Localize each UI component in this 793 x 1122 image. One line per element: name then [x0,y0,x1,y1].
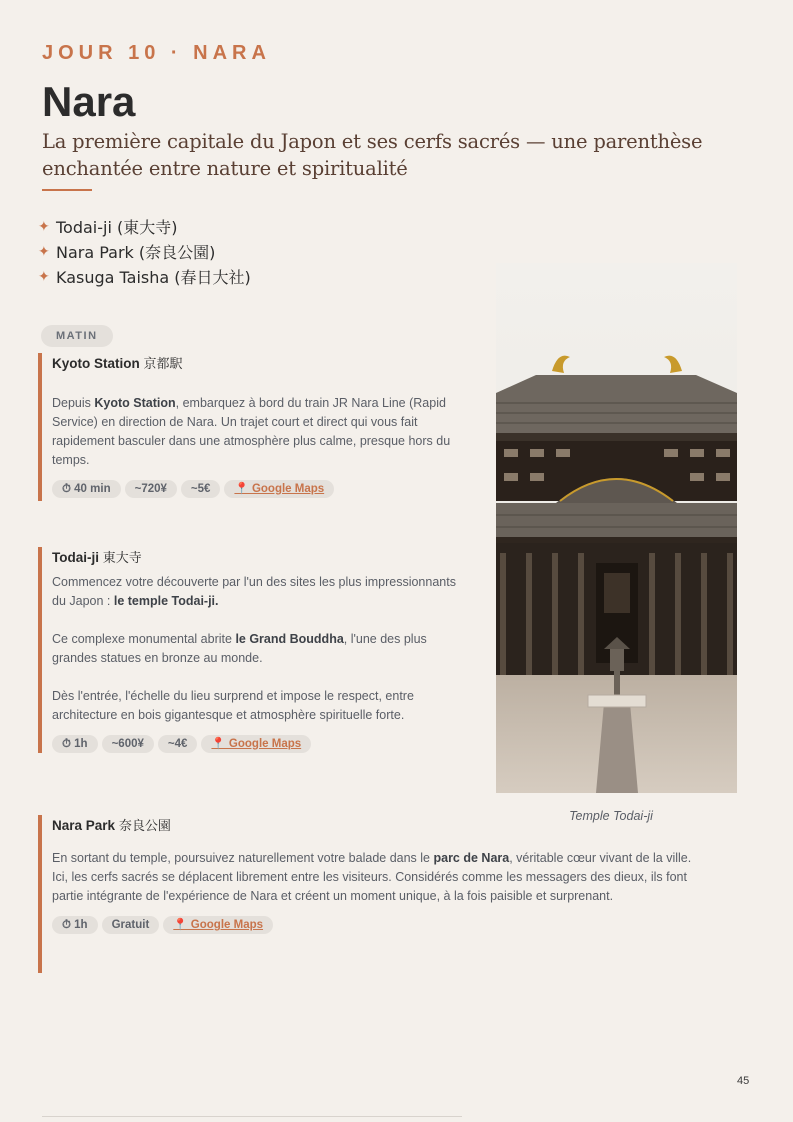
duration-tag: ⏱ 40 min [52,480,121,498]
chapter-eyebrow: JOUR 10 · NARA [42,42,271,64]
page-title: Nara [42,78,136,125]
duration-tag: ⏱ 1h [52,916,98,934]
body-text: En sortant du temple, poursuivez naturellement votre balade dans le [52,851,434,865]
body-text: , embarquez à bord du train JR Nara Line (Rapid Service) en direction de Nara. Un trajet court et direct qui vous fait rapidement basculer dans une atmosphère plus calme, presque hors du temps. [52,396,451,467]
highlight-label: Nara Park (奈良公園) [56,243,216,262]
highlights-list [38,214,251,289]
star-icon: ✦ [38,218,50,235]
page-subtitle: La première capitale du Japon et ses cerfs sacrés — une parenthèse enchantée entre nature et spiritualité [42,130,703,180]
body-text: Commencez votre découverte par l'un des sites les plus impressionnants du Japon : [52,575,456,608]
section-paragraph [52,394,452,470]
google-maps-link[interactable]: 📍 Google Maps [224,480,334,498]
highlight-item [38,264,251,289]
section-paragraph [52,630,457,668]
section-kyoto-station [38,353,452,501]
duration-tag: ⏱ 1h [52,735,98,753]
section-body [52,394,452,470]
highlight-item [38,239,251,264]
emphasis-text: Kyoto Station [94,396,176,410]
section-name-jp: 奈良公園 [118,819,171,834]
page-number: 45 [737,1075,750,1087]
price-eur-tag: ~5€ [181,480,221,498]
body-text: Dès l'entrée, l'échelle du lieu surprend et impose le respect, entre architecture en bois gigantesque et atmosphère spirituelle forte. [52,689,414,722]
section-paragraph [52,687,457,725]
google-maps-link[interactable]: 📍 Google Maps [201,735,311,753]
highlight-label: Kasuga Taisha (春日大社) [56,268,251,287]
section-name-jp: 京都駅 [143,357,183,372]
section-heading [52,353,452,372]
price-tag: ~600¥ [102,735,154,753]
body-text: , l'une des plus grandes statues en bronze au monde. [52,632,427,665]
emphasis-text: le Grand Bouddha [235,632,344,646]
section-name-jp: 東大寺 [102,551,142,566]
price-tag: Gratuit [102,916,160,934]
tag-row [52,916,692,934]
star-icon: ✦ [38,243,50,260]
price-tag: ~720¥ [125,480,177,498]
period-badge: MATIN [41,325,113,347]
section-name: Todai-ji [52,550,99,565]
highlight-item [38,214,251,239]
accent-divider [42,189,92,191]
emphasis-text: le temple Todai-ji. [113,594,219,608]
section-heading [52,547,457,566]
tag-row [52,735,457,753]
section-body [52,849,692,906]
google-maps-link[interactable]: 📍 Google Maps [163,916,273,934]
section-name: Nara Park [52,818,116,833]
section-todai-ji [38,547,457,753]
section-name: Kyoto Station [52,356,140,371]
body-text: Depuis [52,396,95,410]
todai-ji-photo [496,263,737,793]
section-body [52,573,457,725]
section-paragraph [52,849,692,906]
section-nara-park [38,815,692,973]
photo-caption: Temple Todai-ji [569,809,653,823]
highlight-label: Todai-ji (東大寺) [56,218,178,237]
price-eur-tag: ~4€ [158,735,198,753]
tag-row [52,480,452,498]
section-paragraph [52,573,457,611]
body-text: , véritable cœur vivant de la ville. [509,851,692,865]
body-text: Ce complexe monumental abrite [52,632,236,646]
star-icon: ✦ [38,268,50,285]
body-text: Ici, les cerfs sacrés se déplacent librement entre les visiteurs. Considérés comme les messagers des dieux, ils font partie intégrante de l'expérience de Nara et créent un moment unique, à la fois paisible et surprenant. [52,870,687,903]
footer-divider [42,1116,462,1117]
emphasis-text: parc de Nara [433,851,510,865]
